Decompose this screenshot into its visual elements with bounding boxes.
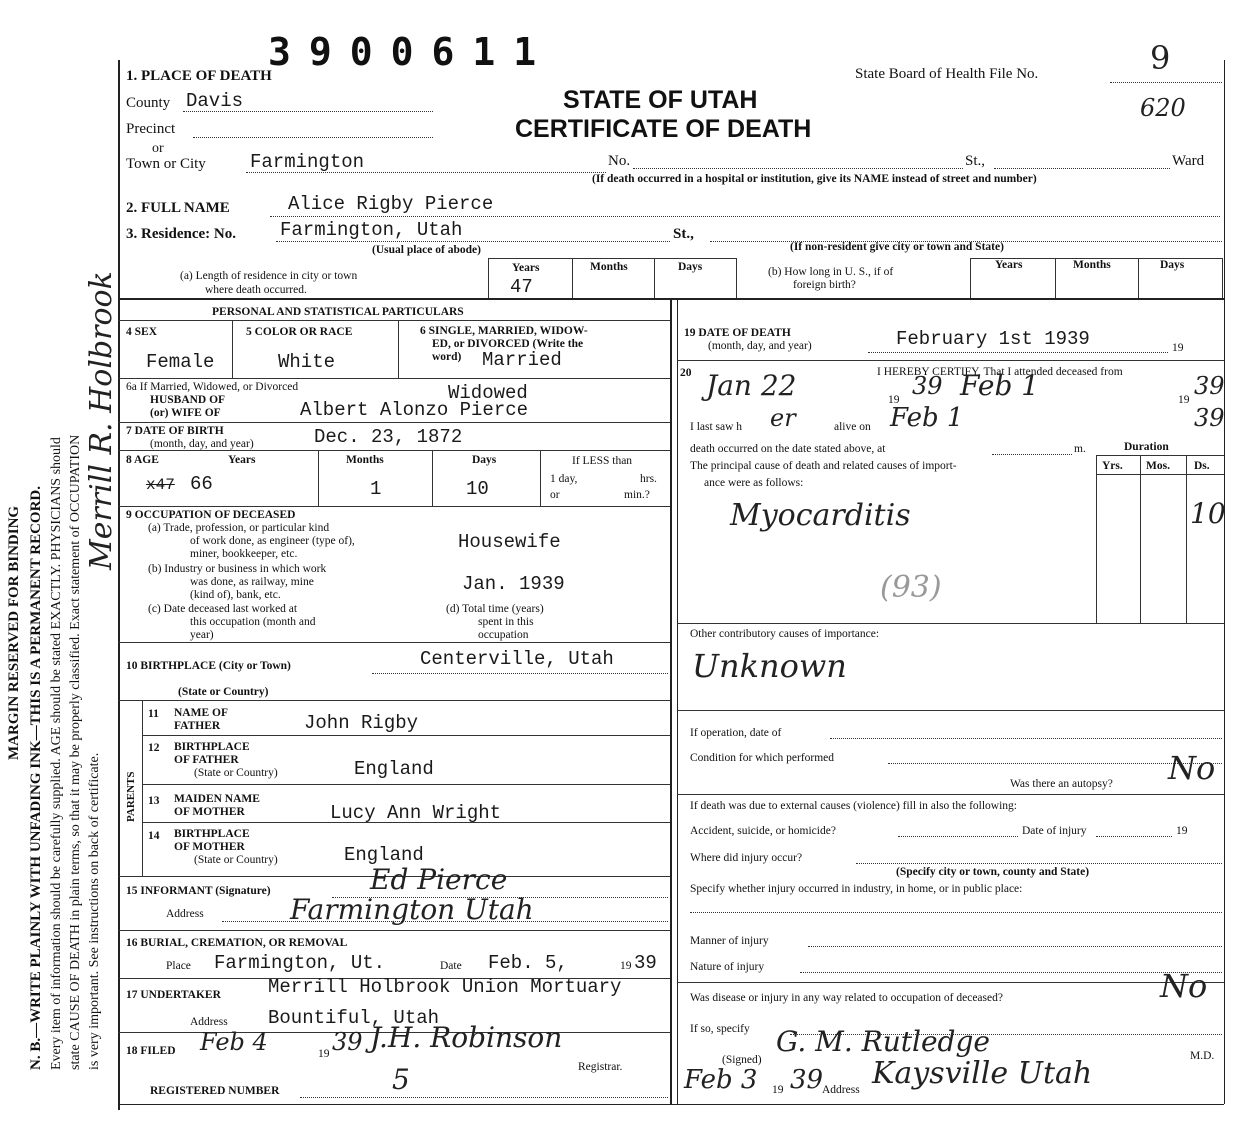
filed-label: 18 FILED [126,1045,176,1057]
res-years-header: Years [512,262,540,274]
burial-date-label: Date [440,960,462,972]
burial-year-value: 39 [634,952,657,974]
age-years-header: Years [228,454,256,466]
margin-binding-note: MARGIN RESERVED FOR BINDING [6,505,22,760]
registrar-signature: J.H. Robinson [370,1021,563,1054]
father-label-a: NAME OF [174,707,228,719]
file-no-sub: 620 [1140,94,1186,122]
alive-on-year: 39 [1194,404,1225,432]
fbp-label-a: BIRTHPLACE [174,741,250,753]
occ-d1: (d) Total time (years) [446,603,544,615]
occupation-related-label: Was disease or injury in any way related to occupation of deceased? [690,992,1003,1004]
usual-abode-note: (Usual place of abode) [372,244,481,256]
occ-b3: (kind of), bank, etc. [190,589,281,601]
md-label: M.D. [1190,1050,1215,1062]
color-value: White [278,351,336,373]
fbp-label-b: OF FATHER [174,754,239,766]
street-label: St., [965,153,986,169]
margin-instruction-1: Every item of information should be carefully supplied. AGE should be stated EXACTLY. PHYSICIANS should [49,437,64,1070]
age-days-value: 10 [466,478,489,500]
death-date-label-a: 19 DATE OF DEATH [684,327,791,339]
registered-number-label: REGISTERED NUMBER [150,1085,280,1097]
burial-year-prefix: 19 [620,960,632,972]
sex-value: Female [146,351,215,373]
burial-place-value: Farmington, Ut. [214,952,386,974]
where-injury-label: Where did injury occur? [690,852,803,864]
length-residence-label-a: (a) Length of residence in city or town [180,270,358,282]
mbp-num: 14 [148,830,160,842]
age-label: 8 AGE [126,454,159,466]
spouse-value: Albert Alonzo Pierce [300,399,529,421]
mbp-label-b: OF MOTHER [174,841,245,853]
occ-d3: occupation [478,629,529,641]
filed-year-prefix: 19 [318,1048,330,1060]
town-label: Town or City [126,156,206,172]
color-label: 5 COLOR OR RACE [246,326,353,338]
duration-header: Duration [1124,441,1169,453]
age-years-value: 66 [190,473,213,495]
where-injury-note: (Specify city or town, county and State) [896,866,1090,878]
informant-address-value: Farmington Utah [290,893,534,926]
margin-signature: Merrill R. Holbrook [84,271,119,570]
burial-date-value: Feb. 5, [488,952,568,974]
filed-date: Feb 4 [200,1028,268,1056]
title-state: STATE OF UTAH [563,86,758,114]
dur-ds-header: Ds. [1194,460,1210,472]
dob-label-b: (month, day, and year) [150,438,254,450]
marital-value: Married [482,349,562,371]
attended-to-year: 39 [1194,372,1225,400]
age-days-header: Days [472,454,497,466]
occ-c1: (c) Date deceased last worked at [148,603,298,615]
burial-place-label: Place [166,960,191,972]
father-name-value: John Rigby [304,712,419,734]
us-years-header: Years [995,259,1023,271]
age-months-header: Months [346,454,384,466]
ward-label: Ward [1172,153,1205,169]
operation-label: If operation, date of [690,727,782,739]
fbp-num: 12 [148,742,160,754]
other-causes-value: Unknown [692,647,847,685]
occ-a3: miner, bookkeeper, etc. [190,548,298,560]
attended-from-19: 19 [888,394,900,406]
informant-label: 15 INFORMANT (Signature) [126,885,271,897]
marital-label-a: 6 SINGLE, MARRIED, WIDOW- [420,325,588,337]
occ-b2: was done, as railway, mine [190,576,314,588]
mother-label-b: OF MOTHER [174,806,245,818]
residence-st-label: St., [673,226,694,242]
occ-a1: (a) Trade, profession, or particular kind [148,522,330,534]
last-saw-pronoun: er [770,404,796,432]
death-occurred-label: death occurred on the date stated above, at [690,443,886,455]
full-name-label: 2. FULL NAME [126,200,230,216]
spouse-label-a: 6a If Married, Widowed, or Divorced [126,381,299,393]
occ-industry-value: Jan. 1939 [462,573,565,595]
signed-date: Feb 3 [684,1065,758,1095]
marital-label-c: word) [432,351,462,363]
precinct-label: Precinct [126,121,176,137]
occ-c3: year) [190,629,214,641]
signed-address-label: Address [822,1084,860,1096]
parents-side-label: PARENTS [125,771,137,822]
burial-label: 16 BURIAL, CREMATION, OR REMOVAL [126,937,348,949]
hospital-note: (If death occurred in a hospital or institution, give its NAME instead of street and number) [592,173,1037,185]
county-label: County [126,95,171,111]
occ-c2: this occupation (month and [190,616,316,628]
autopsy-label: Was there an autopsy? [1010,778,1113,790]
marital-label-b: ED, or DIVORCED (Write the [432,338,584,350]
external-causes-label: If death was due to external causes (violence) fill in also the following: [690,800,1018,812]
occ-trade-value: Housewife [458,531,561,553]
informant-address-label: Address [166,908,204,920]
sex-label: 4 SEX [126,326,157,338]
dur-mos-header: Mos. [1146,460,1170,472]
age-less-b: 1 day, [550,473,578,485]
death-date-label-b: (month, day, and year) [708,340,812,352]
file-no-label: State Board of Health File No. [855,66,1039,82]
mother-name-value: Lucy Ann Wright [330,802,502,824]
age-less-a: If LESS than [572,455,633,467]
undertaker-label: 17 UNDERTAKER [126,989,221,1001]
birthplace-label: 10 BIRTHPLACE (City or Town) [126,660,291,672]
last-saw-label: I last saw h [690,421,743,433]
informant-signature: Ed Pierce [370,863,508,896]
death-date-year-suffix: 19 [1172,342,1184,354]
birthplace-value: Centerville, Utah [420,648,614,670]
mbp-label-a: BIRTHPLACE [174,828,250,840]
condition-label: Condition for which performed [690,752,835,764]
cause-code-mark: (93) [880,570,942,605]
injury-year-prefix: 19 [1176,825,1188,837]
margin-instruction-3: is very important. See instructions on back of certificate. [87,752,102,1070]
undertaker-address-value: Bountiful, Utah [268,1007,440,1029]
certify-num: 20 [680,367,692,379]
or-label: or [152,141,164,156]
undertaker-address-label: Address [190,1016,228,1028]
nonresident-note: (If non-resident give city or town and State) [790,241,1004,253]
birthplace-sub: (State or Country) [178,686,269,698]
attended-to-date: Feb 1 [960,369,1040,402]
mbp-label-c: (State or Country) [194,854,278,866]
place-of-death-label: 1. PLACE OF DEATH [126,68,272,84]
accident-label: Accident, suicide, or homicide? [690,825,836,837]
full-name-value: Alice Rigby Pierce [288,193,494,215]
res-years-value: 47 [510,276,533,298]
nature-injury-label: Nature of injury [690,961,765,973]
physician-signature: G. M. Rutledge [776,1025,990,1058]
occupation-related-value: No [1160,967,1208,1005]
mother-num: 13 [148,795,160,807]
us-label-a: (b) How long in U. S., if of [768,266,894,278]
county-value: Davis [186,90,244,112]
age-less-min: min.? [624,489,650,501]
mother-birthplace-value: England [344,844,424,866]
signed-year: 39 [790,1065,824,1095]
autopsy-value: No [1168,749,1216,787]
res-months-header: Months [590,261,628,273]
cause-duration-days: 10 [1190,497,1226,530]
fbp-label-c: (State or Country) [194,767,278,779]
if-so-specify-label: If so, specify [690,1023,750,1035]
undertaker-value: Merrill Holbrook Union Mortuary [268,976,622,998]
attended-to-19: 19 [1178,394,1190,406]
death-date-value: February 1st 1939 [896,328,1090,350]
town-value: Farmington [250,151,365,173]
spouse-status: Widowed [448,382,528,404]
manner-injury-label: Manner of injury [690,935,769,947]
dur-yrs-header: Yrs. [1102,460,1123,472]
signed-label: (Signed) [722,1054,762,1066]
attended-from-year: 39 [912,372,943,400]
signed-address-value: Kaysville Utah [872,1056,1093,1091]
us-months-header: Months [1073,259,1111,271]
alive-on-label: alive on [834,421,871,433]
cause-of-death-value: Myocarditis [730,498,911,533]
title-certificate: CERTIFICATE OF DEATH [515,115,812,143]
residence-label: 3. Residence: No. [126,226,236,242]
death-time-m: m. [1074,443,1086,455]
filed-year: 39 [332,1028,363,1056]
occ-d2: spent in this [478,616,534,628]
father-label-b: FATHER [174,720,221,732]
occupation-label: 9 OCCUPATION OF DECEASED [126,509,296,521]
street-no-label: No. [608,153,631,169]
spouse-label-c: (or) WIFE OF [150,407,221,419]
attended-from-date: Jan 22 [706,369,797,402]
age-months-value: 1 [370,478,382,500]
cause-label-b: ance were as follows: [704,477,804,489]
file-no-value: 9 [1150,39,1171,77]
margin-instruction-2: state CAUSE OF DEATH in plain terms, so that it may be properly classified. Exact statement of OCCUPATION [68,434,83,1070]
us-days-header: Days [1160,259,1185,271]
specify-injury-label: Specify whether injury occurred in industry, in home, or in public place: [690,883,1023,895]
mother-label-a: MAIDEN NAME [174,793,260,805]
age-less-c: or [550,489,560,501]
occ-b1: (b) Industry or business in which work [148,563,327,575]
age-crossed: x47 [146,476,175,494]
spouse-label-b: HUSBAND OF [150,394,226,406]
registered-number-value: 5 [392,1063,410,1096]
injury-date-label: Date of injury [1022,825,1087,837]
margin-permanent-record-note: N. B.—WRITE PLAINLY WITH UNFADING INK—THIS IS A PERMANENT RECORD. [28,486,44,1070]
dob-value: Dec. 23, 1872 [314,426,463,448]
occ-a2: of work done, as engineer (type of), [190,535,355,547]
signed-year-prefix: 19 [772,1084,784,1096]
father-birthplace-value: England [354,758,434,780]
registrar-label: Registrar. [578,1061,623,1073]
us-label-b: foreign birth? [793,279,856,291]
res-days-header: Days [678,261,703,273]
father-num: 11 [148,708,159,720]
age-less-hrs: hrs. [640,473,657,485]
residence-value: Farmington, Utah [280,219,463,241]
other-causes-label: Other contributory causes of importance: [690,628,880,640]
length-residence-label-b: where death occurred. [205,284,307,296]
personal-particulars-header: PERSONAL AND STATISTICAL PARTICULARS [212,306,464,318]
file-stamp-number: 3900611 [268,30,555,74]
cause-label-a: The principal cause of death and related causes of import- [690,460,957,472]
alive-on-date: Feb 1 [890,403,964,433]
dob-label-a: 7 DATE OF BIRTH [126,425,224,437]
certify-statement: I HEREBY CERTIFY, That I attended deceased from [877,366,1123,378]
